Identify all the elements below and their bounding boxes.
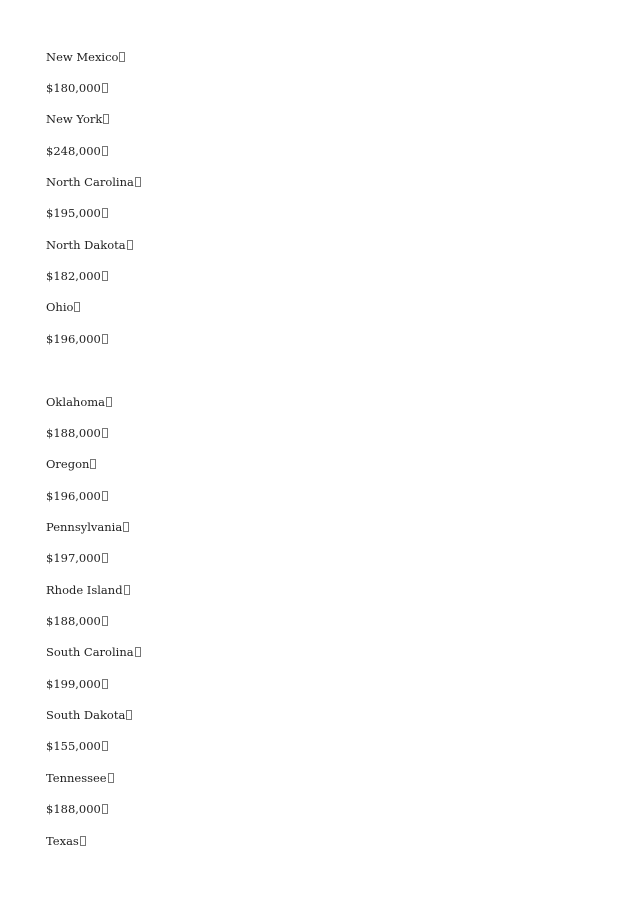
state-name: Ohio (46, 300, 80, 314)
missing-glyph-icon (135, 177, 141, 187)
state-value: $197,000 (46, 551, 108, 565)
missing-glyph-icon (102, 679, 108, 689)
missing-glyph-icon (102, 553, 108, 563)
state-name: Oklahoma (46, 395, 112, 409)
missing-glyph-icon (108, 773, 114, 783)
missing-glyph-icon (102, 491, 108, 501)
state-value: $196,000 (46, 332, 108, 346)
missing-glyph-icon (102, 428, 108, 438)
state-name: Tennessee (46, 771, 114, 785)
state-name: North Carolina (46, 175, 141, 189)
missing-glyph-icon (106, 397, 112, 407)
missing-glyph-icon (102, 146, 108, 156)
missing-glyph-icon (74, 302, 80, 312)
missing-glyph-icon (135, 647, 141, 657)
state-value: $248,000 (46, 144, 108, 158)
state-name: North Dakota (46, 238, 133, 252)
missing-glyph-icon (126, 710, 132, 720)
state-name: Oregon (46, 457, 96, 471)
state-value: $188,000 (46, 614, 108, 628)
state-value: $180,000 (46, 81, 108, 95)
state-value: $195,000 (46, 206, 108, 220)
state-value: $196,000 (46, 489, 108, 503)
missing-glyph-icon (102, 208, 108, 218)
state-value: $188,000 (46, 426, 108, 440)
state-value: $199,000 (46, 677, 108, 691)
missing-glyph-icon (80, 836, 86, 846)
missing-glyph-icon (102, 741, 108, 751)
missing-glyph-icon (102, 83, 108, 93)
state-value: $188,000 (46, 802, 108, 816)
missing-glyph-icon (123, 522, 129, 532)
state-name: New York (46, 112, 109, 126)
state-name: South Carolina (46, 645, 141, 659)
state-name: South Dakota (46, 708, 132, 722)
state-name: Rhode Island (46, 583, 130, 597)
missing-glyph-icon (102, 804, 108, 814)
state-name: New Mexico (46, 50, 125, 64)
missing-glyph-icon (102, 271, 108, 281)
missing-glyph-icon (103, 114, 109, 124)
missing-glyph-icon (124, 585, 130, 595)
missing-glyph-icon (90, 459, 96, 469)
state-name: Pennsylvania (46, 520, 129, 534)
missing-glyph-icon (127, 240, 133, 250)
state-name: Texas (46, 834, 86, 848)
state-value: $155,000 (46, 739, 108, 753)
missing-glyph-icon (119, 52, 125, 62)
missing-glyph-icon (102, 334, 108, 344)
missing-glyph-icon (102, 616, 108, 626)
state-value: $182,000 (46, 269, 108, 283)
